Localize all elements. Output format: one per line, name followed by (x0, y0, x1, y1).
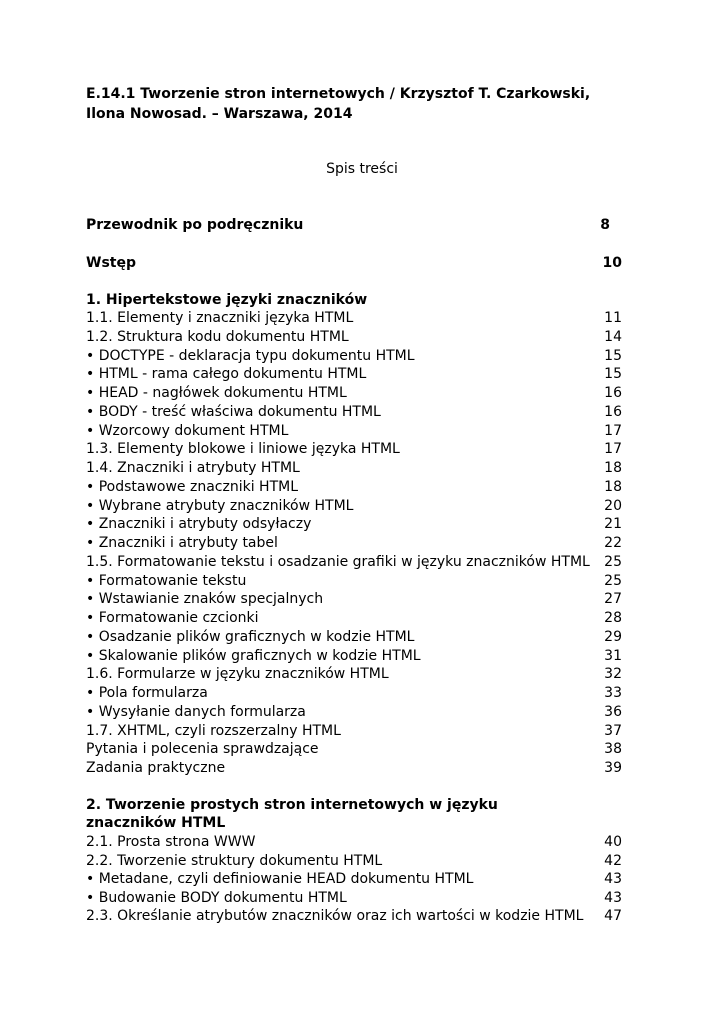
toc-entry-label: • Wysyłanie danych formularza (86, 703, 306, 720)
toc-entry-label: Przewodnik po podręczniku (86, 217, 304, 233)
toc-entry-label: • HEAD - nagłówek dokumentu HTML (86, 385, 347, 401)
toc-entry-label: • Wstawianie znaków specjalnych (86, 591, 324, 608)
toc-entry-label: 1.3. Elementy blokowe i liniowe języka HTML (86, 441, 400, 458)
toc-entry-page: 31 (604, 647, 622, 664)
toc-entry-page: 36 (604, 703, 622, 720)
toc-entry-label: Pytania i polecenia sprawdzające (86, 741, 319, 758)
toc-entry-label: • Osadzanie plików graficznych w kodzie HTML (86, 628, 415, 645)
toc-entry-page: 47 (604, 908, 622, 924)
toc-entry-label: 1.6. Formularze w języku znaczników HTML (86, 666, 389, 683)
toc-entry-label: • Wzorcowy dokument HTML (86, 422, 289, 439)
toc-entry-page: 22 (604, 535, 622, 551)
toc-entry-page: 43 (604, 871, 622, 887)
toc-entry-page: 16 (604, 385, 622, 401)
toc-entry (86, 309, 622, 327)
toc-entry-page: 28 (604, 610, 622, 626)
chapter-1-heading: 1. Hipertekstowe języki znaczników (86, 292, 368, 308)
toc-entry-page: 20 (604, 497, 622, 514)
toc-entry-page: 42 (604, 852, 622, 869)
toc-entry (86, 740, 622, 758)
toc-entry (86, 590, 622, 608)
toc-entry-label: • Znaczniki i atrybuty odsyłaczy (86, 516, 312, 533)
toc-entry-page: 32 (604, 666, 622, 683)
toc-entry-page: 40 (604, 834, 622, 850)
toc-entry-page: 38 (604, 741, 622, 758)
toc-entry-page: 11 (604, 310, 622, 326)
toc-entry-page: 8 (600, 217, 610, 233)
toc-entry-page: 15 (604, 366, 622, 383)
toc-entry (86, 328, 622, 346)
toc-entry-page: 43 (604, 889, 622, 906)
toc-entry-label: • Budowanie BODY dokumentu HTML (86, 889, 347, 906)
toc-entry (86, 365, 622, 383)
toc-entry-page: 29 (604, 628, 622, 645)
toc-entry (86, 870, 622, 888)
toc-entry-label: 1.4. Znaczniki i atrybuty HTML (86, 460, 300, 476)
toc-entry (86, 422, 622, 440)
toc-entry-label: 1.5. Formatowanie tekstu i osadzanie grafiki w języku znaczników HTML (86, 553, 590, 570)
toc-entry (86, 459, 622, 477)
toc-entry-label: 1.1. Elementy i znaczniki języka HTML (86, 310, 354, 326)
toc-entry (86, 628, 622, 646)
toc-entry-label: • HTML - rama całego dokumentu HTML (86, 366, 367, 383)
toc-entry-page: 14 (604, 328, 622, 345)
document-citation: E.14.1 Tworzenie stron internetowych / Krzysztof T. Czarkowski, Ilona Nowosad. – Warszawa, 2014 (86, 86, 591, 122)
toc-entry-page: 18 (604, 478, 622, 495)
toc-entry-label: 2.1. Prosta strona WWW (86, 834, 256, 850)
toc-entry-label: • Pola formularza (86, 685, 208, 701)
toc-entry-guide (86, 216, 622, 234)
toc-entry (86, 553, 622, 571)
toc-entry (86, 497, 622, 515)
toc-entry (86, 852, 622, 870)
toc-entry (86, 703, 622, 721)
toc-entry-label: • Formatowanie czcionki (86, 610, 259, 626)
toc-entry (86, 515, 622, 533)
toc-entry-page: 15 (604, 347, 622, 364)
chapter-2-heading: 2. Tworzenie prostych stron internetowych w języku znaczników HTML (86, 797, 498, 831)
toc-entry (86, 759, 622, 777)
toc-entry-page: 16 (604, 403, 622, 420)
toc-entry-page: 39 (604, 760, 622, 776)
toc-entry-label: 2.2. Tworzenie struktury dokumentu HTML (86, 852, 383, 869)
toc-entry-page: 21 (604, 516, 622, 533)
toc-entry-label: • Wybrane atrybuty znaczników HTML (86, 497, 354, 514)
toc-entry-page: 17 (604, 441, 622, 458)
toc-entry-label: • Skalowanie plików graficznych w kodzie HTML (86, 647, 421, 664)
toc-entry-label: Wstęp (86, 255, 136, 271)
toc-entry-label: 1.7. XHTML, czyli rozszerzalny HTML (86, 722, 341, 739)
toc-entry (86, 478, 622, 496)
toc-entry (86, 907, 622, 925)
toc-title: Spis treści (326, 161, 398, 177)
toc-entry-label: • Znaczniki i atrybuty tabel (86, 535, 278, 551)
toc-entry-page: 37 (604, 722, 622, 739)
toc-entry-label: • Podstawowe znaczniki HTML (86, 478, 299, 495)
toc-entry-page: 25 (604, 553, 622, 570)
toc-entry (86, 665, 622, 683)
toc-entry (86, 440, 622, 458)
toc-entry-label: Zadania praktyczne (86, 760, 226, 776)
toc-entry-label: • BODY - treść właściwa dokumentu HTML (86, 403, 381, 420)
toc-entry (86, 889, 622, 907)
toc-entry-label: • Metadane, czyli definiowanie HEAD dokumentu HTML (86, 871, 474, 887)
toc-entry (86, 684, 622, 702)
toc-entry (86, 572, 622, 590)
toc-entry-page: 18 (604, 460, 622, 476)
toc-entry (86, 833, 622, 851)
toc-entry (86, 722, 622, 740)
toc-entry-page: 27 (604, 591, 622, 608)
toc-entry (86, 347, 622, 365)
toc-entry (86, 534, 622, 552)
toc-entry (86, 403, 622, 421)
toc-entry (86, 384, 622, 402)
toc-entry-label: • Formatowanie tekstu (86, 572, 247, 589)
toc-entry-intro (86, 254, 622, 272)
toc-entry-page: 25 (604, 572, 622, 589)
toc-entry (86, 609, 622, 627)
toc-entry-label: 1.2. Struktura kodu dokumentu HTML (86, 328, 349, 345)
toc-entry-label: 2.3. Określanie atrybutów znaczników oraz ich wartości w kodzie HTML (86, 908, 584, 924)
toc-entry (86, 647, 622, 665)
toc-entry-page: 17 (604, 422, 622, 439)
toc-entry-label: • DOCTYPE - deklaracja typu dokumentu HTML (86, 347, 415, 364)
toc-entry-page: 33 (604, 685, 622, 701)
toc-entry-page: 10 (602, 255, 622, 271)
